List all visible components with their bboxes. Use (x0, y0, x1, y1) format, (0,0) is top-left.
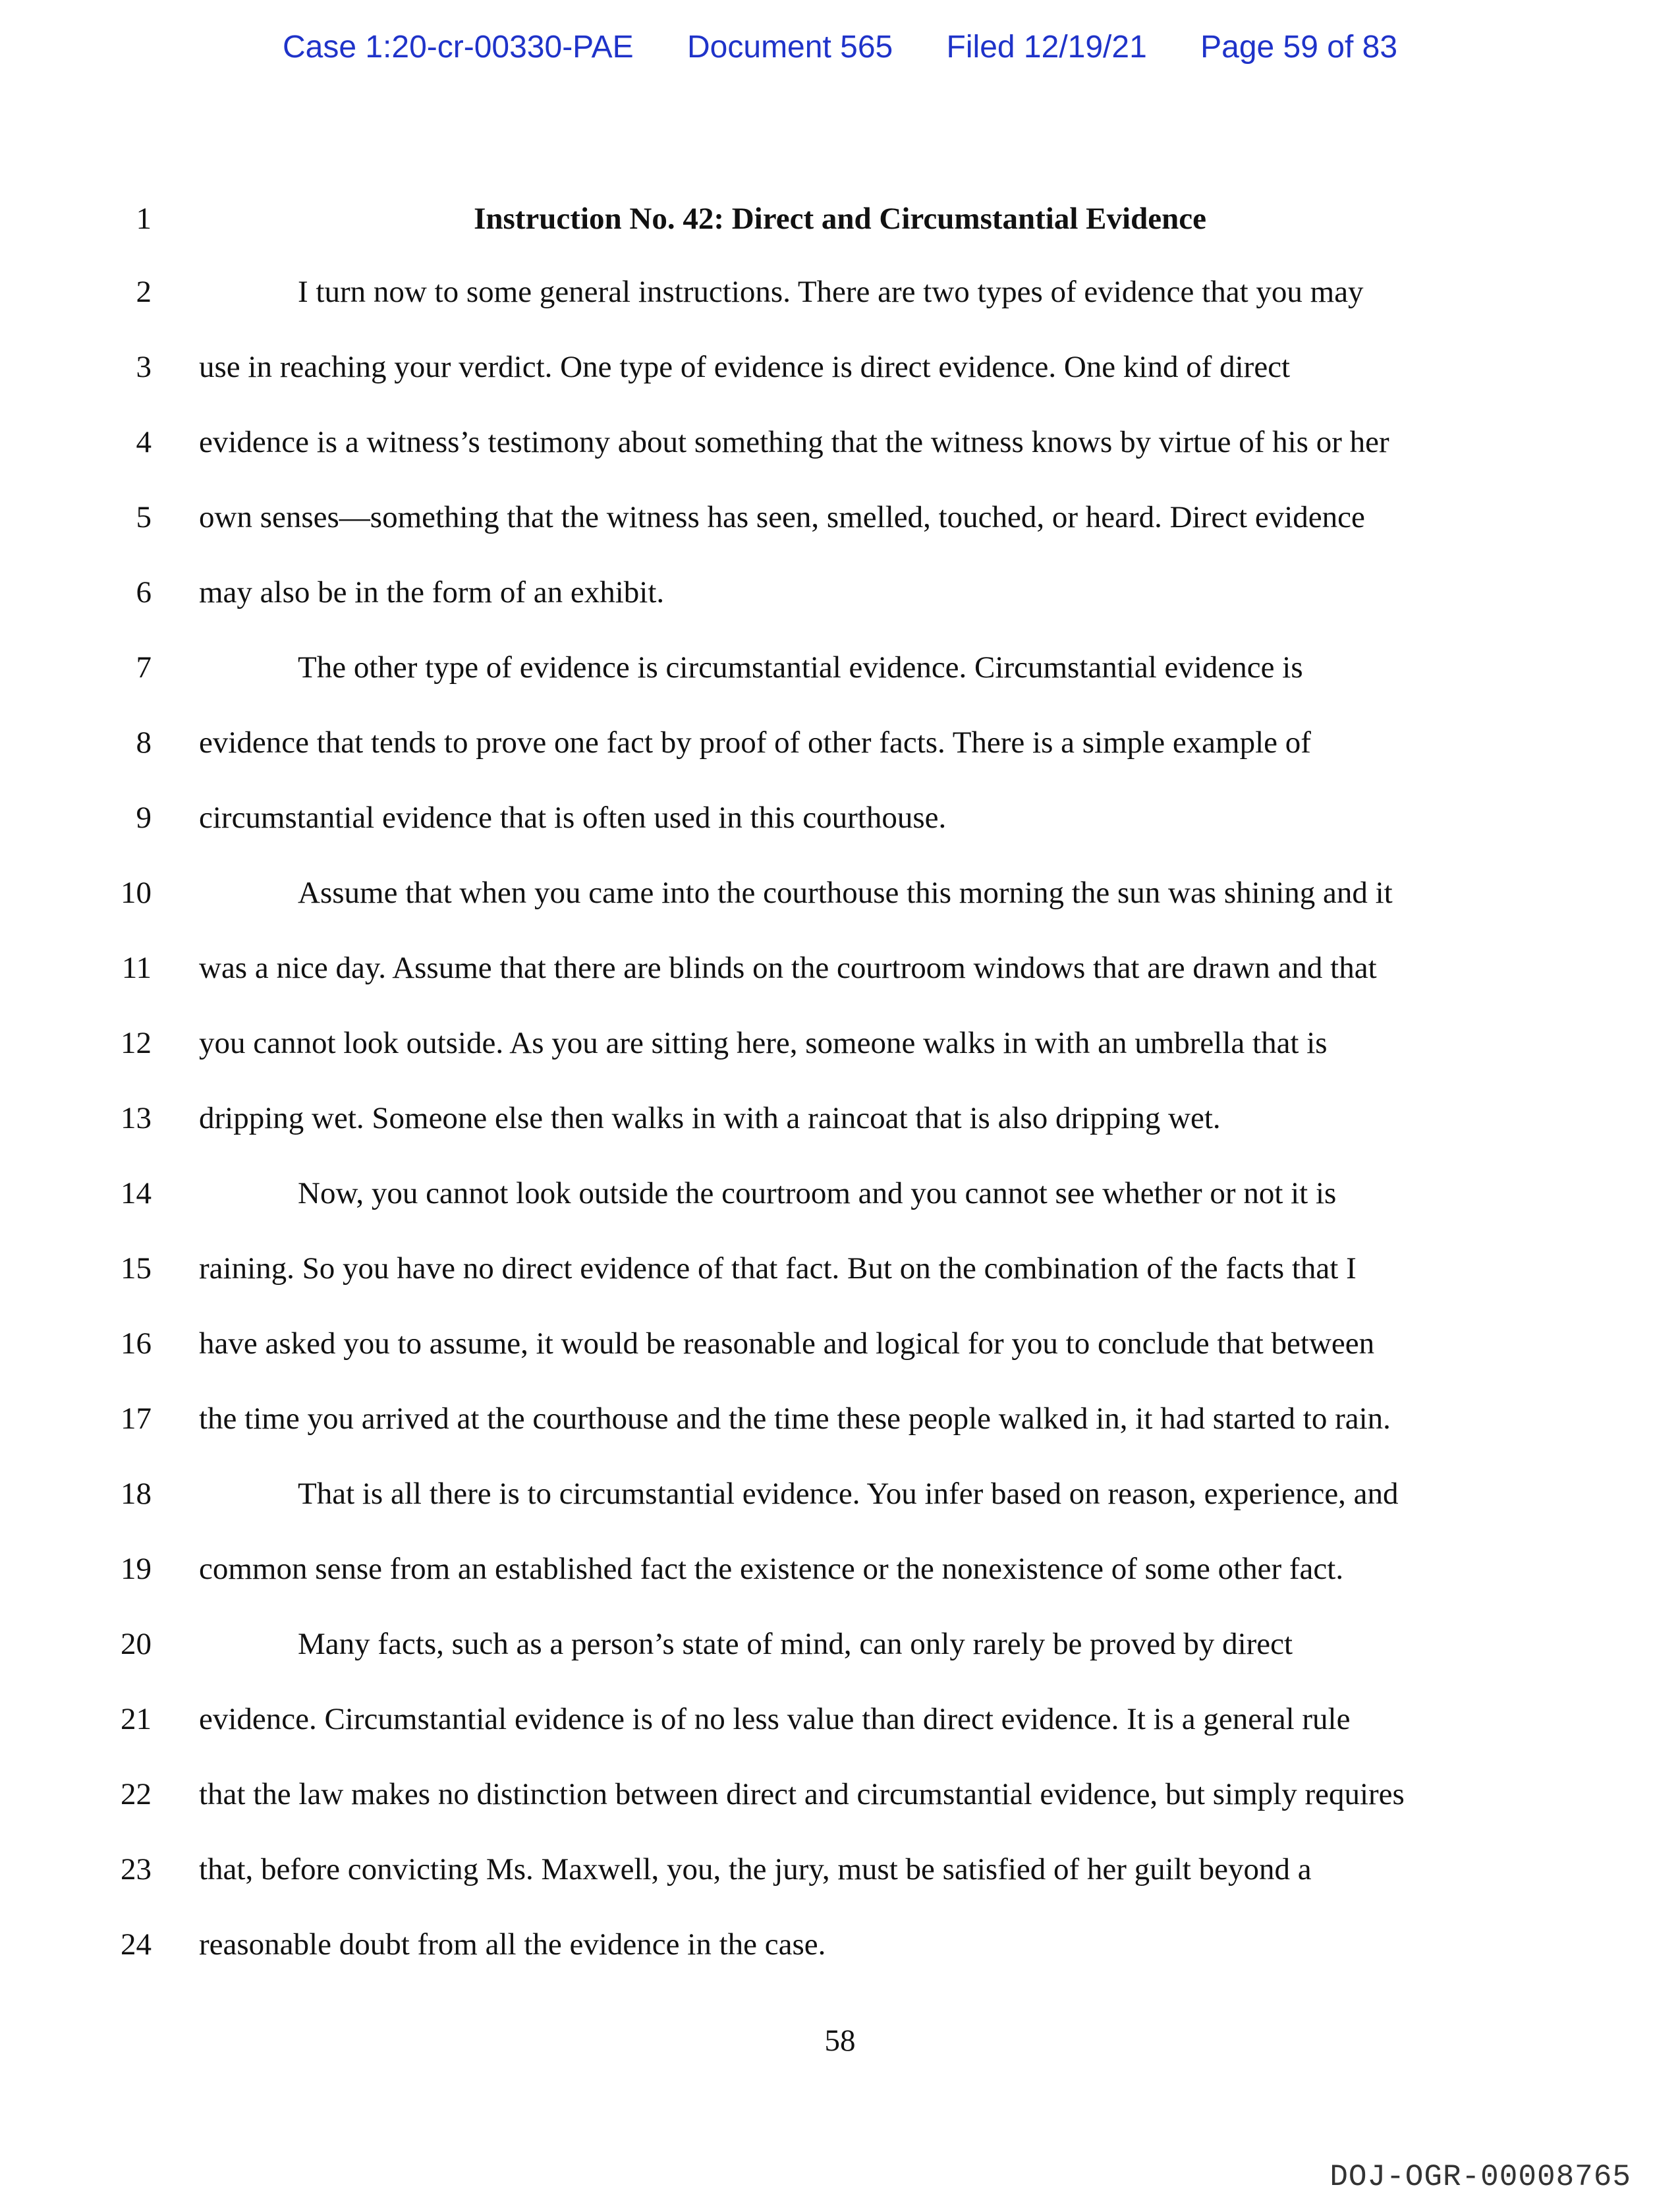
line-number: 13 (121, 1101, 152, 1135)
line-number: 23 (121, 1852, 152, 1886)
text-line (0, 1699, 1680, 1739)
text-line (0, 347, 1680, 387)
line-number: 7 (136, 650, 152, 685)
line-text: Assume that when you came into the courthouse this morning the sun was shining and it (298, 876, 1393, 910)
text-line (0, 1549, 1680, 1589)
line-number: 15 (121, 1251, 152, 1286)
line-text: the time you arrived at the courthouse and the time these people walked in, it had started to rain. (199, 1402, 1391, 1436)
line-number: 20 (121, 1627, 152, 1661)
ecf-header (0, 29, 1680, 65)
line-number: 1 (136, 202, 152, 236)
line-number: 11 (121, 951, 152, 985)
line-number: 4 (136, 425, 152, 459)
text-line (0, 1474, 1680, 1514)
line-number: 16 (121, 1326, 152, 1361)
page-of-total: Page 59 of 83 (1200, 30, 1398, 65)
text-line (0, 422, 1680, 462)
line-number: 6 (136, 575, 152, 610)
text-line (0, 948, 1680, 988)
text-line (0, 1023, 1680, 1063)
line-text: have asked you to assume, it would be reasonable and logical for you to conclude that between (199, 1326, 1375, 1361)
text-line (0, 1249, 1680, 1288)
line-text: common sense from an established fact the existence or the nonexistence of some other fact. (199, 1552, 1344, 1586)
line-number: 21 (121, 1702, 152, 1736)
line-number: 19 (121, 1552, 152, 1586)
line-text: evidence is a witness’s testimony about something that the witness knows by virtue of his or her (199, 425, 1389, 459)
line-text: own senses—something that the witness has seen, smelled, touched, or heard. Direct evidence (199, 500, 1365, 534)
line-text: that, before convicting Ms. Maxwell, you, the jury, must be satisfied of her guilt beyond a (199, 1852, 1312, 1886)
page-number: 58 (824, 2024, 856, 2058)
text-line (0, 1925, 1680, 1964)
line-text: I turn now to some general instructions. There are two types of evidence that you may (298, 275, 1364, 309)
line-text: evidence. Circumstantial evidence is of no less value than direct evidence. It is a general rule (199, 1702, 1351, 1736)
line-text: Now, you cannot look outside the courtroom and you cannot see whether or not it is (298, 1176, 1337, 1210)
line-text: evidence that tends to prove one fact by proof of other facts. There is a simple example of (199, 725, 1311, 760)
text-line (0, 573, 1680, 612)
bates-number: DOJ-OGR-00008765 (1330, 2160, 1631, 2194)
line-number: 5 (136, 500, 152, 534)
line-number: 17 (121, 1402, 152, 1436)
line-text: may also be in the form of an exhibit. (199, 575, 665, 610)
text-line (0, 1774, 1680, 1814)
line-text: That is all there is to circumstantial evidence. You infer based on reason, experience, and (298, 1477, 1399, 1511)
text-line (0, 873, 1680, 913)
text-line (0, 723, 1680, 762)
text-line (0, 648, 1680, 687)
line-text: use in reaching your verdict. One type of evidence is direct evidence. One kind of direct (199, 350, 1291, 384)
document-number: Document 565 (687, 30, 893, 65)
text-line (0, 1174, 1680, 1213)
line-number: 24 (121, 1927, 152, 1962)
line-text: was a nice day. Assume that there are blinds on the courtroom windows that are drawn and that (199, 951, 1377, 985)
line-number: 12 (121, 1026, 152, 1060)
line-number: 3 (136, 350, 152, 384)
line-text: that the law makes no distinction between direct and circumstantial evidence, but simply requires (199, 1777, 1405, 1811)
text-line (0, 798, 1680, 837)
text-line (0, 497, 1680, 537)
line-text: Many facts, such as a person’s state of mind, can only rarely be proved by direct (298, 1627, 1293, 1661)
text-line (0, 1324, 1680, 1363)
instruction-title: Instruction No. 42: Direct and Circumstantial Evidence (474, 202, 1206, 236)
line-number: 18 (121, 1477, 152, 1511)
line-number: 9 (136, 801, 152, 835)
line-number: 10 (121, 876, 152, 910)
line-number: 22 (121, 1777, 152, 1811)
text-line (0, 1850, 1680, 1889)
line-text: you cannot look outside. As you are sitting here, someone walks in with an umbrella that is (199, 1026, 1328, 1060)
line-text: circumstantial evidence that is often used in this courthouse. (199, 801, 947, 835)
line-text: dripping wet. Someone else then walks in with a raincoat that is also dripping wet. (199, 1101, 1221, 1135)
line-number: 8 (136, 725, 152, 760)
filed-date: Filed 12/19/21 (946, 30, 1147, 65)
text-line (0, 1399, 1680, 1438)
text-line (0, 1624, 1680, 1664)
line-text: The other type of evidence is circumstantial evidence. Circumstantial evidence is (298, 650, 1303, 685)
line-text: reasonable doubt from all the evidence in the case. (199, 1927, 826, 1962)
text-line (0, 199, 1680, 239)
case-number: Case 1:20-cr-00330-PAE (282, 30, 634, 65)
line-number: 14 (121, 1176, 152, 1210)
text-line (0, 272, 1680, 312)
line-number: 2 (136, 275, 152, 309)
text-line (0, 1098, 1680, 1138)
line-text: raining. So you have no direct evidence of that fact. But on the combination of the facts that I (199, 1251, 1357, 1286)
